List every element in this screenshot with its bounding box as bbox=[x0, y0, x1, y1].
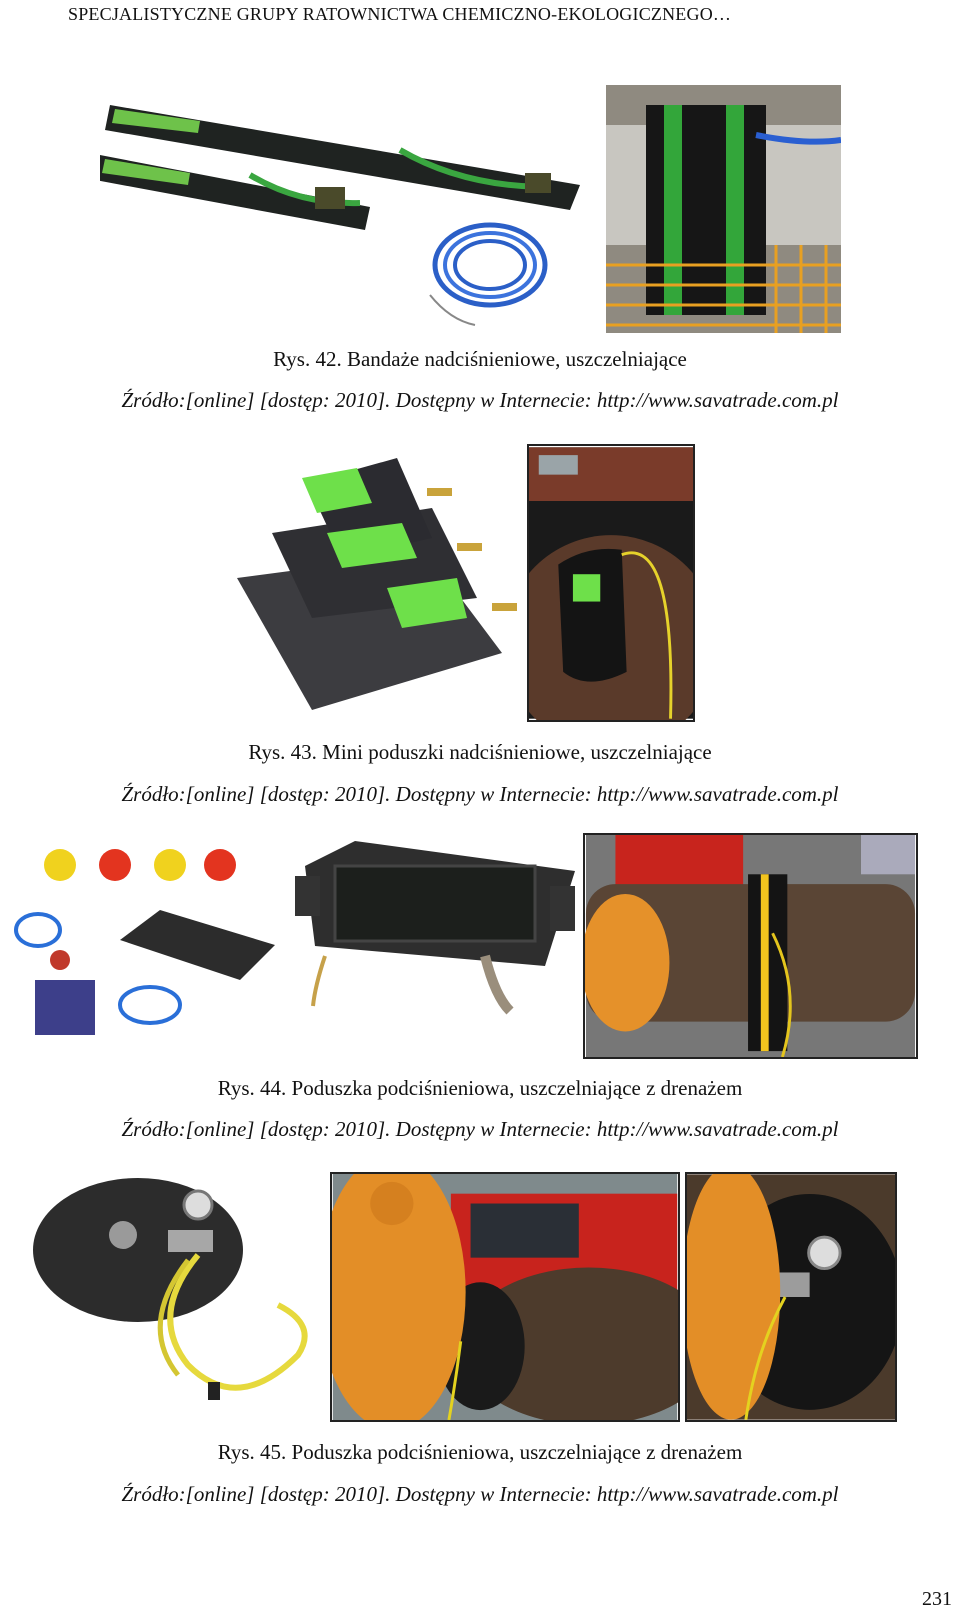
figure-43-source: Źródło:[online] [dostęp: 2010]. Dostępny w Internecie: http://www.savatrade.com.pl bbox=[121, 782, 839, 806]
page-number: 231 bbox=[922, 1588, 952, 1610]
figure-45-source: Źródło:[online] [dostęp: 2010]. Dostępny w Internecie: http://www.savatrade.com.pl bbox=[121, 1482, 839, 1506]
figure-43-caption: Rys. 43. Mini poduszki nadciśnieniowe, uszczelniające bbox=[248, 740, 712, 764]
figure-42-source: Źródło:[online] [dostęp: 2010]. Dostępny w Internecie: http://www.savatrade.com.pl bbox=[121, 388, 839, 412]
figure-45-caption: Rys. 45. Poduszka podciśnieniowa, uszczelniające z drenażem bbox=[217, 1440, 743, 1464]
photo-vacuum-cushion-kit bbox=[10, 840, 280, 1050]
photo-bandage-on-pipe bbox=[606, 85, 841, 333]
page-header: SPECJALISTYCZNE GRUPY RATOWNICTWA CHEMICZNO-EKOLOGICZNEGO… bbox=[68, 4, 732, 24]
photo-mini-cushions bbox=[232, 448, 522, 716]
photo-round-vacuum-cushion bbox=[28, 1175, 326, 1420]
figure-42-caption: Rys. 42. Bandaże nadciśnieniowe, uszczelniające bbox=[273, 347, 687, 371]
photo-vacuum-cushion-in-use bbox=[583, 833, 918, 1059]
photo-vacuum-cushion bbox=[285, 836, 580, 1021]
photo-round-cushion-closeup bbox=[685, 1172, 897, 1422]
photo-pressure-bandages bbox=[100, 95, 600, 345]
photo-round-cushion-applied-tank bbox=[330, 1172, 680, 1422]
photo-cushion-on-tank bbox=[527, 444, 695, 722]
figure-44-caption: Rys. 44. Poduszka podciśnieniowa, uszczelniające z drenażem bbox=[217, 1076, 743, 1100]
figure-44-source: Źródło:[online] [dostęp: 2010]. Dostępny w Internecie: http://www.savatrade.com.pl bbox=[121, 1117, 839, 1141]
